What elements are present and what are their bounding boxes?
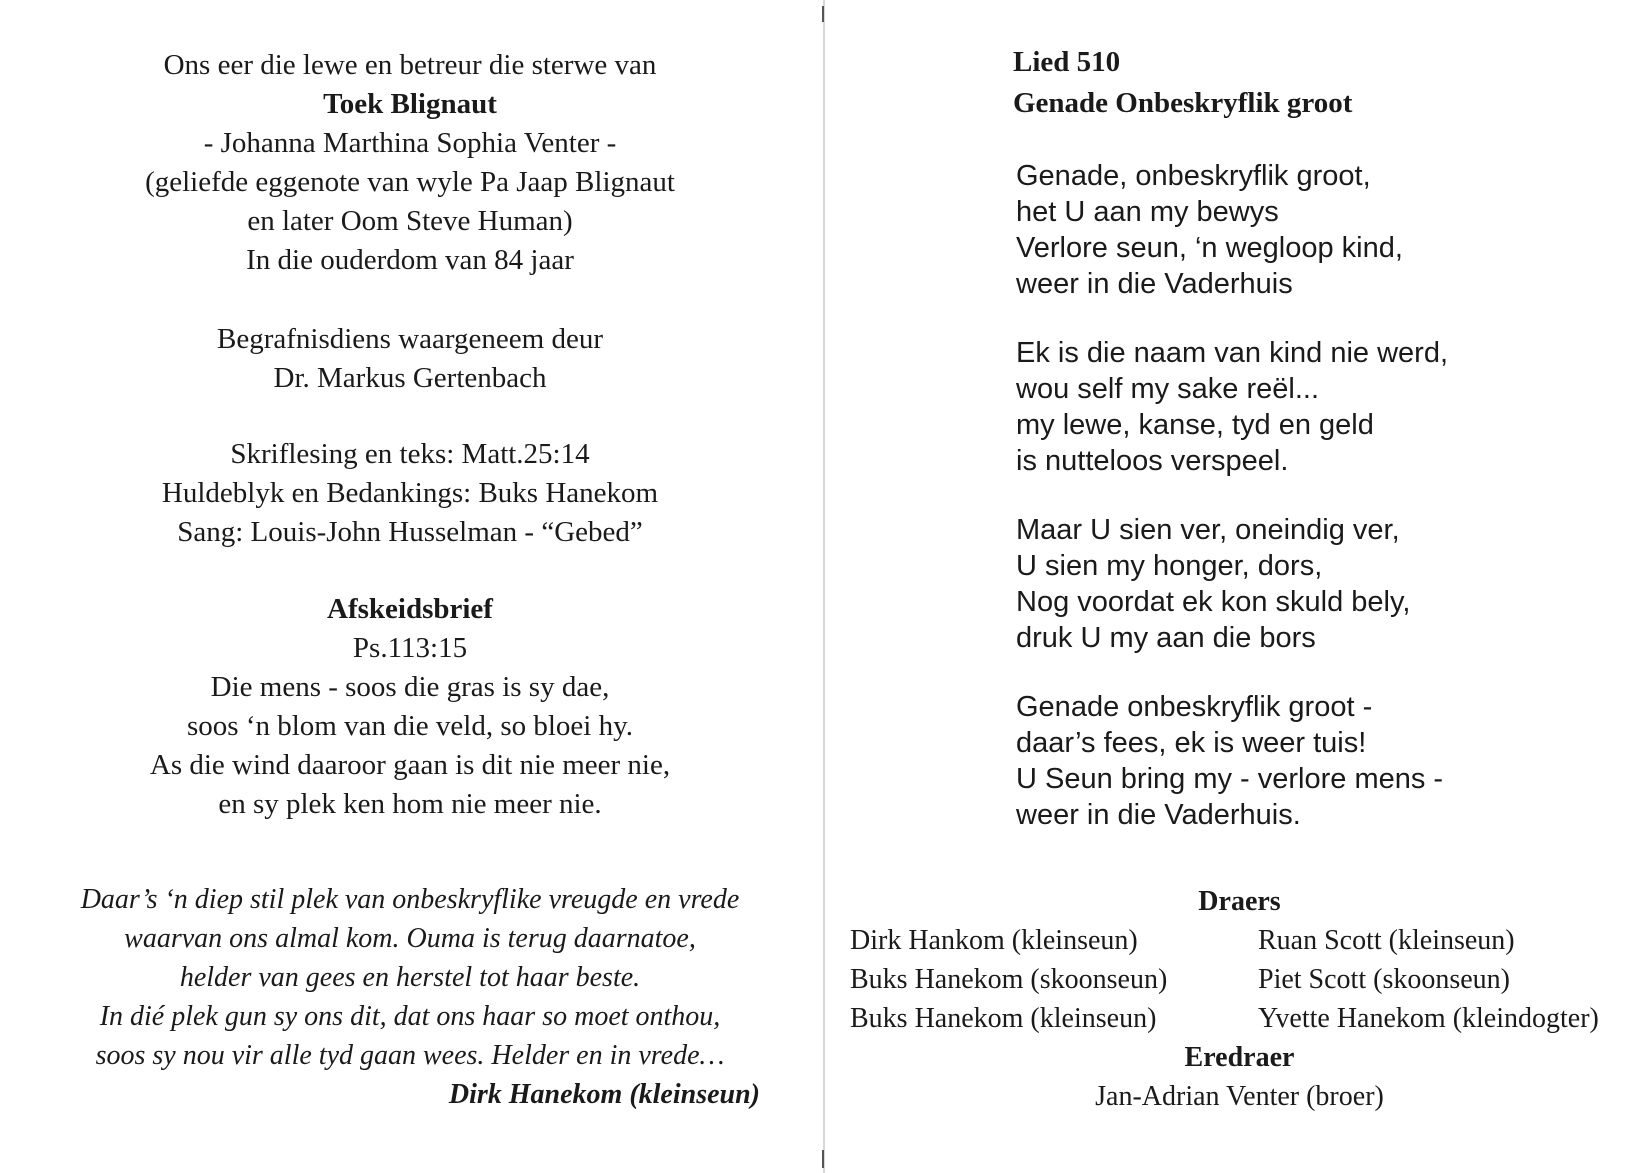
lyric-line: druk U my aan die bors [1016, 622, 1316, 654]
stanza [1016, 158, 1448, 302]
lyric-line: het U aan my bewys [1016, 196, 1279, 228]
tribute-section [40, 880, 780, 1114]
song-lyrics [1016, 158, 1448, 866]
pallbearer: Yvette Hanekom (kleindogter) [1258, 1003, 1599, 1034]
officiant-name: Dr. Markus Gertenbach [273, 362, 547, 394]
intro-line: Ons eer die lewe en betreur die sterwe van [163, 49, 657, 81]
lyric-line: Ek is die naam van kind nie werd, [1016, 337, 1448, 369]
lyric-line: Maar U sien ver, oneindig ver, [1016, 514, 1400, 546]
pallbearer: Buks Hanekom (kleinseun) [850, 1003, 1157, 1034]
intro-line: en later Oom Steve Human) [247, 205, 573, 237]
song-title: Genade Onbeskryflik groot [1013, 87, 1353, 119]
age-line: In die ouderdom van 84 jaar [246, 244, 574, 276]
pallbearer: Ruan Scott (kleinseun) [1258, 925, 1515, 956]
lyric-line: daar’s fees, ek is weer tuis! [1016, 727, 1367, 759]
left-page [0, 0, 820, 1173]
stanza [1016, 335, 1448, 479]
pallbearers-section [828, 882, 1651, 1116]
lyric-line: Genade onbeskryflik groot - [1016, 691, 1373, 723]
stanza [1016, 689, 1448, 833]
service-details [0, 435, 820, 552]
pallbearers-list [828, 921, 1651, 1038]
song-line: Sang: Louis-John Husselman - “Gebed” [177, 516, 643, 548]
farewell-line: en sy plek ken hom nie meer nie. [218, 788, 602, 820]
tribute-signature: Dirk Hanekom (kleinseun) [448, 1079, 760, 1110]
fold-mark-bottom [822, 1150, 824, 1168]
lyric-line: Nog voordat ek kon skuld bely, [1016, 586, 1411, 618]
song-number: Lied 510 [1013, 46, 1121, 78]
honorary-bearer-name: Jan-Adrian Venter (broer) [1095, 1081, 1384, 1112]
right-page [828, 0, 1651, 1173]
pallbearer: Piet Scott (skoonseun) [1258, 964, 1510, 995]
scripture-line: Skriflesing en teks: Matt.25:14 [230, 438, 590, 470]
lyric-line: U sien my honger, dors, [1016, 550, 1323, 582]
lyric-line: wou self my sake reël... [1016, 373, 1319, 405]
lyric-line: Genade, onbeskryflik groot, [1016, 160, 1371, 192]
lyric-line: U Seun bring my - verlore mens - [1016, 763, 1444, 795]
fold-mark-top [822, 6, 824, 22]
lyric-line: weer in die Vaderhuis [1016, 268, 1293, 300]
pallbearers-title: Draers [1198, 886, 1281, 917]
farewell-line: soos ‘n blom van die veld, so bloei hy. [187, 710, 633, 742]
officiant-section [0, 320, 820, 398]
deceased-name: Toek Blignaut [323, 88, 497, 120]
tribute-line: waarvan ons almal kom. Ouma is terug daarnatoe, [124, 923, 696, 954]
fold-line [823, 0, 825, 1173]
officiant-label: Begrafnisdiens waargeneem deur [217, 323, 603, 355]
lyric-line: my lewe, kanse, tyd en geld [1016, 409, 1374, 441]
stanza [1016, 512, 1448, 656]
honorary-bearer-title: Eredraer [1184, 1042, 1295, 1073]
tribute-line: Huldeblyk en Bedankings: Buks Hanekom [161, 477, 659, 509]
tribute-line: Daar’s ‘n diep stil plek van onbeskryflike vreugde en vrede [80, 884, 740, 915]
farewell-title: Afskeidsbrief [327, 593, 493, 625]
tribute-line: helder van gees en herstel tot haar beste. [179, 962, 641, 993]
farewell-reference: Ps.113:15 [352, 632, 468, 664]
farewell-section [0, 590, 820, 824]
obituary-intro [0, 46, 820, 280]
pallbearer: Buks Hanekom (skoonseun) [850, 964, 1168, 995]
farewell-line: Die mens - soos die gras is sy dae, [210, 671, 610, 703]
tribute-line: In dié plek gun sy ons dit, dat ons haar so moet onthou, [99, 1001, 721, 1032]
farewell-line: As die wind daaroor gaan is dit nie meer nie, [149, 749, 671, 781]
intro-line: (geliefde eggenote van wyle Pa Jaap Blignaut [145, 166, 675, 198]
lyric-line: is nutteloos verspeel. [1016, 445, 1289, 477]
lyric-line: weer in die Vaderhuis. [1016, 799, 1301, 831]
pallbearer: Dirk Hankom (kleinseun) [850, 925, 1138, 956]
song-heading [1013, 42, 1352, 124]
lyric-line: Verlore seun, ‘n wegloop kind, [1016, 232, 1403, 264]
deceased-full-name: - Johanna Marthina Sophia Venter - [203, 127, 617, 159]
tribute-line: soos sy nou vir alle tyd gaan wees. Helder en in vrede… [95, 1040, 725, 1071]
